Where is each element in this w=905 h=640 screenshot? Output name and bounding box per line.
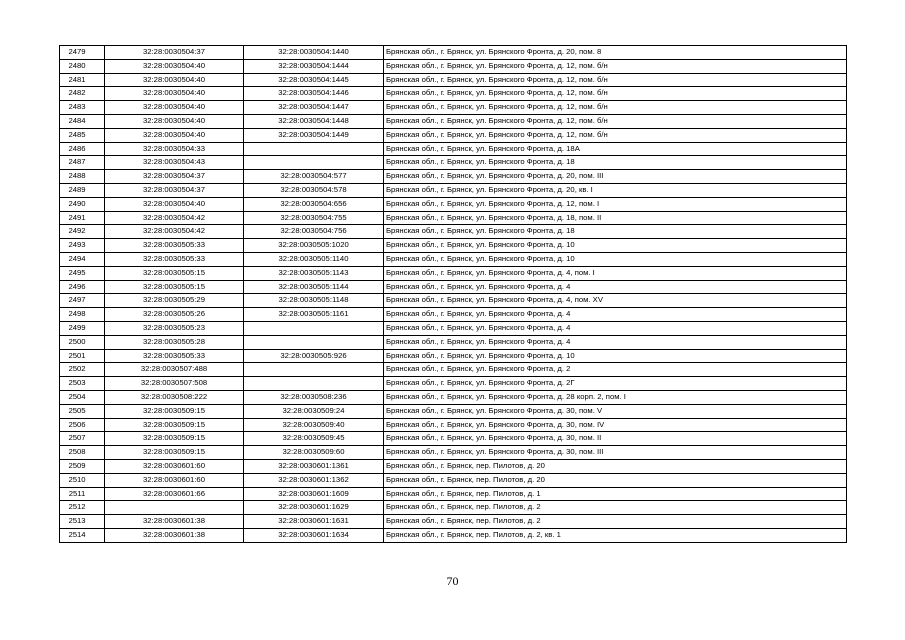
object-number-cell [244, 156, 384, 170]
parcel-number-cell: 32:28:0030505:33 [105, 252, 244, 266]
parcel-number-cell: 32:28:0030509:15 [105, 418, 244, 432]
row-number-cell: 2484 [60, 114, 105, 128]
object-number-cell: 32:28:0030505:1148 [244, 294, 384, 308]
address-cell: Брянская обл., г. Брянск, ул. Брянского Фронта, д. 4 [384, 280, 847, 294]
parcel-number-cell: 32:28:0030504:37 [105, 170, 244, 184]
table-row [60, 418, 847, 432]
table-row [60, 501, 847, 515]
address-cell: Брянская обл., г. Брянск, ул. Брянского Фронта, д. 10 [384, 252, 847, 266]
table-row [60, 404, 847, 418]
parcel-number-cell: 32:28:0030504:40 [105, 114, 244, 128]
parcel-number-cell: 32:28:0030504:40 [105, 73, 244, 87]
parcel-number-cell: 32:28:0030505:15 [105, 280, 244, 294]
table-row [60, 335, 847, 349]
parcel-number-cell: 32:28:0030601:60 [105, 473, 244, 487]
parcel-number-cell: 32:28:0030504:37 [105, 183, 244, 197]
address-cell: Брянская обл., г. Брянск, ул. Брянского Фронта, д. 4 [384, 308, 847, 322]
address-cell: Брянская обл., г. Брянск, ул. Брянского Фронта, д. 28 корп. 2, пом. I [384, 390, 847, 404]
address-cell: Брянская обл., г. Брянск, ул. Брянского Фронта, д. 12, пом. б/н [384, 101, 847, 115]
object-number-cell [244, 321, 384, 335]
table-row [60, 432, 847, 446]
address-cell: Брянская обл., г. Брянск, пер. Пилотов, д. 2, кв. 1 [384, 528, 847, 542]
row-number-cell: 2502 [60, 363, 105, 377]
parcel-number-cell: 32:28:0030505:33 [105, 349, 244, 363]
table-row [60, 170, 847, 184]
row-number-cell: 2496 [60, 280, 105, 294]
row-number-cell: 2480 [60, 59, 105, 73]
row-number-cell: 2491 [60, 211, 105, 225]
cadastral-table [59, 45, 847, 543]
table-row [60, 321, 847, 335]
row-number-cell: 2509 [60, 459, 105, 473]
object-number-cell: 32:28:0030505:1140 [244, 252, 384, 266]
object-number-cell: 32:28:0030504:656 [244, 197, 384, 211]
address-cell: Брянская обл., г. Брянск, пер. Пилотов, д. 1 [384, 487, 847, 501]
object-number-cell: 32:28:0030504:1445 [244, 73, 384, 87]
parcel-number-cell: 32:28:0030504:40 [105, 87, 244, 101]
table-row [60, 156, 847, 170]
address-cell: Брянская обл., г. Брянск, ул. Брянского Фронта, д. 12, пом. б/н [384, 128, 847, 142]
row-number-cell: 2481 [60, 73, 105, 87]
address-cell: Брянская обл., г. Брянск, ул. Брянского Фронта, д. 20, пом. III [384, 170, 847, 184]
object-number-cell: 32:28:0030504:756 [244, 225, 384, 239]
page-number: 70 [446, 574, 459, 588]
object-number-cell: 32:28:0030504:578 [244, 183, 384, 197]
parcel-number-cell: 32:28:0030505:33 [105, 239, 244, 253]
row-number-cell: 2486 [60, 142, 105, 156]
table-row [60, 294, 847, 308]
parcel-number-cell: 32:28:0030601:38 [105, 528, 244, 542]
row-number-cell: 2498 [60, 308, 105, 322]
row-number-cell: 2499 [60, 321, 105, 335]
table-row [60, 211, 847, 225]
row-number-cell: 2488 [60, 170, 105, 184]
parcel-number-cell: 32:28:0030504:42 [105, 225, 244, 239]
row-number-cell: 2506 [60, 418, 105, 432]
address-cell: Брянская обл., г. Брянск, ул. Брянского Фронта, д. 12, пом. б/н [384, 114, 847, 128]
parcel-number-cell: 32:28:0030507:488 [105, 363, 244, 377]
parcel-number-cell: 32:28:0030507:508 [105, 377, 244, 391]
object-number-cell: 32:28:0030505:1143 [244, 266, 384, 280]
address-cell: Брянская обл., г. Брянск, ул. Брянского Фронта, д. 20, кв. I [384, 183, 847, 197]
address-cell: Брянская обл., г. Брянск, ул. Брянского Фронта, д. 30, пом. III [384, 446, 847, 460]
row-number-cell: 2514 [60, 528, 105, 542]
address-cell: Брянская обл., г. Брянск, ул. Брянского Фронта, д. 2Г [384, 377, 847, 391]
table-row [60, 390, 847, 404]
object-number-cell: 32:28:0030601:1634 [244, 528, 384, 542]
address-cell: Брянская обл., г. Брянск, ул. Брянского Фронта, д. 30, пом. V [384, 404, 847, 418]
object-number-cell: 32:28:0030509:60 [244, 446, 384, 460]
object-number-cell: 32:28:0030601:1362 [244, 473, 384, 487]
address-cell: Брянская обл., г. Брянск, пер. Пилотов, д. 2 [384, 515, 847, 529]
object-number-cell [244, 335, 384, 349]
object-number-cell: 32:28:0030505:1144 [244, 280, 384, 294]
table-row [60, 473, 847, 487]
table-row [60, 87, 847, 101]
address-cell: Брянская обл., г. Брянск, ул. Брянского Фронта, д. 4 [384, 321, 847, 335]
row-number-cell: 2495 [60, 266, 105, 280]
table-row [60, 252, 847, 266]
table-row [60, 446, 847, 460]
object-number-cell: 32:28:0030601:1631 [244, 515, 384, 529]
object-number-cell: 32:28:0030508:236 [244, 390, 384, 404]
table-row [60, 377, 847, 391]
address-cell: Брянская обл., г. Брянск, пер. Пилотов, д. 20 [384, 473, 847, 487]
row-number-cell: 2505 [60, 404, 105, 418]
row-number-cell: 2500 [60, 335, 105, 349]
cadastral-table-body [60, 46, 847, 543]
parcel-number-cell: 32:28:0030505:28 [105, 335, 244, 349]
table-row [60, 515, 847, 529]
row-number-cell: 2487 [60, 156, 105, 170]
object-number-cell: 32:28:0030504:755 [244, 211, 384, 225]
parcel-number-cell: 32:28:0030508:222 [105, 390, 244, 404]
address-cell: Брянская обл., г. Брянск, ул. Брянского Фронта, д. 2 [384, 363, 847, 377]
object-number-cell: 32:28:0030505:1020 [244, 239, 384, 253]
table-row [60, 197, 847, 211]
parcel-number-cell: 32:28:0030504:40 [105, 128, 244, 142]
object-number-cell: 32:28:0030509:45 [244, 432, 384, 446]
object-number-cell: 32:28:0030504:1440 [244, 46, 384, 60]
object-number-cell: 32:28:0030504:577 [244, 170, 384, 184]
parcel-number-cell: 32:28:0030601:38 [105, 515, 244, 529]
object-number-cell [244, 142, 384, 156]
table-row [60, 59, 847, 73]
row-number-cell: 2492 [60, 225, 105, 239]
parcel-number-cell: 32:28:0030509:15 [105, 432, 244, 446]
address-cell: Брянская обл., г. Брянск, ул. Брянского Фронта, д. 12, пом. б/н [384, 87, 847, 101]
table-row [60, 239, 847, 253]
object-number-cell: 32:28:0030505:1161 [244, 308, 384, 322]
parcel-number-cell: 32:28:0030505:23 [105, 321, 244, 335]
address-cell: Брянская обл., г. Брянск, пер. Пилотов, д. 2 [384, 501, 847, 515]
table-row [60, 349, 847, 363]
parcel-number-cell: 32:28:0030505:29 [105, 294, 244, 308]
row-number-cell: 2510 [60, 473, 105, 487]
object-number-cell: 32:28:0030504:1449 [244, 128, 384, 142]
row-number-cell: 2511 [60, 487, 105, 501]
object-number-cell: 32:28:0030509:24 [244, 404, 384, 418]
parcel-number-cell: 32:28:0030504:43 [105, 156, 244, 170]
parcel-number-cell: 32:28:0030601:66 [105, 487, 244, 501]
row-number-cell: 2489 [60, 183, 105, 197]
address-cell: Брянская обл., г. Брянск, ул. Брянского Фронта, д. 30, пом. II [384, 432, 847, 446]
address-cell: Брянская обл., г. Брянск, ул. Брянского Фронта, д. 20, пом. 8 [384, 46, 847, 60]
row-number-cell: 2483 [60, 101, 105, 115]
row-number-cell: 2504 [60, 390, 105, 404]
row-number-cell: 2493 [60, 239, 105, 253]
row-number-cell: 2508 [60, 446, 105, 460]
parcel-number-cell [105, 501, 244, 515]
address-cell: Брянская обл., г. Брянск, ул. Брянского Фронта, д. 18 [384, 225, 847, 239]
row-number-cell: 2494 [60, 252, 105, 266]
table-row [60, 280, 847, 294]
table-row [60, 308, 847, 322]
object-number-cell: 32:28:0030504:1446 [244, 87, 384, 101]
object-number-cell: 32:28:0030601:1609 [244, 487, 384, 501]
table-row [60, 73, 847, 87]
address-cell: Брянская обл., г. Брянск, ул. Брянского Фронта, д. 18, пом. II [384, 211, 847, 225]
row-number-cell: 2482 [60, 87, 105, 101]
address-cell: Брянская обл., г. Брянск, ул. Брянского Фронта, д. 10 [384, 239, 847, 253]
parcel-number-cell: 32:28:0030504:37 [105, 46, 244, 60]
object-number-cell: 32:28:0030504:1447 [244, 101, 384, 115]
row-number-cell: 2507 [60, 432, 105, 446]
object-number-cell: 32:28:0030505:926 [244, 349, 384, 363]
object-number-cell: 32:28:0030601:1629 [244, 501, 384, 515]
address-cell: Брянская обл., г. Брянск, ул. Брянского Фронта, д. 12, пом. б/н [384, 73, 847, 87]
address-cell: Брянская обл., г. Брянск, ул. Брянского Фронта, д. 10 [384, 349, 847, 363]
table-row [60, 142, 847, 156]
row-number-cell: 2497 [60, 294, 105, 308]
parcel-number-cell: 32:28:0030504:40 [105, 101, 244, 115]
address-cell: Брянская обл., г. Брянск, ул. Брянского Фронта, д. 4, пом. XV [384, 294, 847, 308]
object-number-cell [244, 377, 384, 391]
object-number-cell: 32:28:0030601:1361 [244, 459, 384, 473]
table-row [60, 363, 847, 377]
parcel-number-cell: 32:28:0030504:40 [105, 59, 244, 73]
row-number-cell: 2485 [60, 128, 105, 142]
table-row [60, 266, 847, 280]
parcel-number-cell: 32:28:0030504:42 [105, 211, 244, 225]
object-number-cell: 32:28:0030504:1444 [244, 59, 384, 73]
parcel-number-cell: 32:28:0030504:33 [105, 142, 244, 156]
address-cell: Брянская обл., г. Брянск, ул. Брянского Фронта, д. 4, пом. I [384, 266, 847, 280]
object-number-cell [244, 363, 384, 377]
row-number-cell: 2503 [60, 377, 105, 391]
row-number-cell: 2479 [60, 46, 105, 60]
address-cell: Брянская обл., г. Брянск, ул. Брянского Фронта, д. 12, пом. б/н [384, 59, 847, 73]
table-row [60, 225, 847, 239]
object-number-cell: 32:28:0030509:40 [244, 418, 384, 432]
table-row [60, 528, 847, 542]
address-cell: Брянская обл., г. Брянск, ул. Брянского Фронта, д. 4 [384, 335, 847, 349]
table-row [60, 101, 847, 115]
parcel-number-cell: 32:28:0030505:15 [105, 266, 244, 280]
parcel-number-cell: 32:28:0030505:26 [105, 308, 244, 322]
table-row [60, 183, 847, 197]
row-number-cell: 2513 [60, 515, 105, 529]
table-row [60, 128, 847, 142]
row-number-cell: 2512 [60, 501, 105, 515]
parcel-number-cell: 32:28:0030509:15 [105, 404, 244, 418]
row-number-cell: 2490 [60, 197, 105, 211]
address-cell: Брянская обл., г. Брянск, ул. Брянского Фронта, д. 18 [384, 156, 847, 170]
address-cell: Брянская обл., г. Брянск, ул. Брянского Фронта, д. 12, пом. I [384, 197, 847, 211]
address-cell: Брянская обл., г. Брянск, ул. Брянского Фронта, д. 30, пом. IV [384, 418, 847, 432]
parcel-number-cell: 32:28:0030509:15 [105, 446, 244, 460]
parcel-number-cell: 32:28:0030504:40 [105, 197, 244, 211]
address-cell: Брянская обл., г. Брянск, ул. Брянского Фронта, д. 18А [384, 142, 847, 156]
table-row [60, 46, 847, 60]
parcel-number-cell: 32:28:0030601:60 [105, 459, 244, 473]
row-number-cell: 2501 [60, 349, 105, 363]
object-number-cell: 32:28:0030504:1448 [244, 114, 384, 128]
table-row [60, 114, 847, 128]
table-row [60, 487, 847, 501]
address-cell: Брянская обл., г. Брянск, пер. Пилотов, д. 20 [384, 459, 847, 473]
table-row [60, 459, 847, 473]
